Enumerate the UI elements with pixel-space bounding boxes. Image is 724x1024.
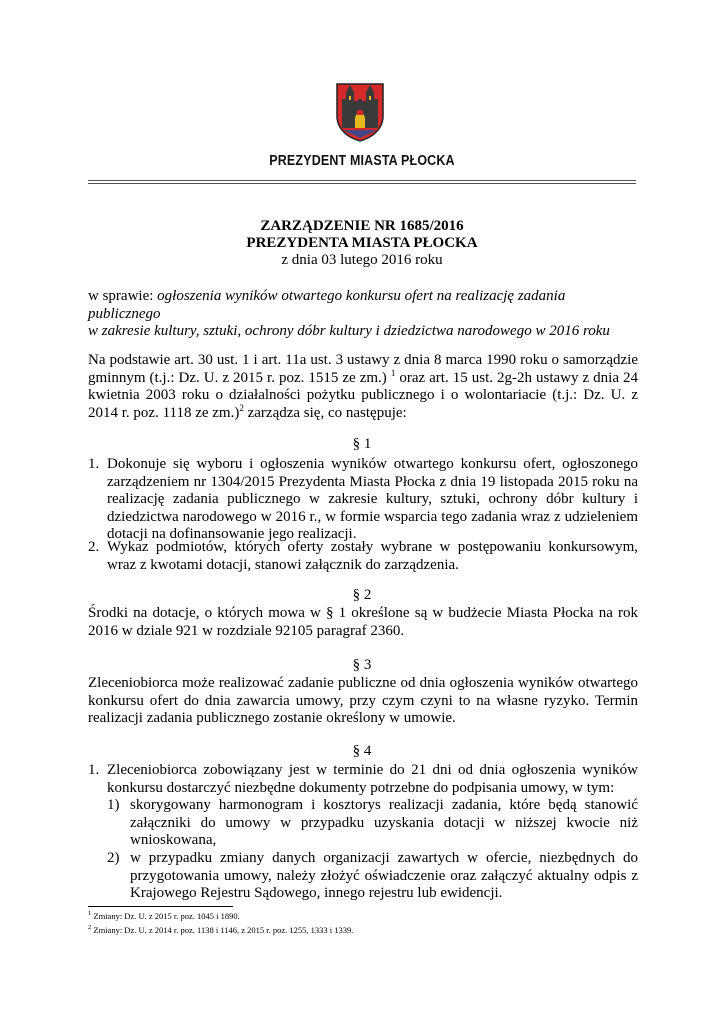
footnote-2-number: 2 xyxy=(88,924,92,932)
subject-line-2: w zakresie kultury, sztuki, ochrony dóbr kultury i dziedzictwa narodowego w 2016 roku xyxy=(88,323,610,339)
header-divider xyxy=(88,180,636,181)
document-number: ZARZĄDZENIE NR 1685/2016 xyxy=(260,218,464,234)
footnote-1-number: 1 xyxy=(88,910,92,918)
city-coat-of-arms-icon xyxy=(335,82,385,142)
section-1-item-1-number: 1. xyxy=(88,456,100,472)
footnote-1-text: Zmiany: Dz. U. z 2015 r. poz. 1045 i 1890. xyxy=(91,911,240,921)
footnote-divider xyxy=(88,906,233,907)
subject xyxy=(88,288,638,341)
document-issuer: PREZYDENTA MIASTA PŁOCKA xyxy=(246,235,478,251)
section-4-sub-1-number: 1) xyxy=(107,797,120,813)
footnote-ref-1: 1 xyxy=(390,367,396,378)
preamble xyxy=(88,352,638,422)
section-4-sub-2: w przypadku zmiany danych organizacji zawartych w ofercie, niezbędnych do przygotowania umowy, należy złożyć oświadczenie oraz załączyć aktualny odpis z Krajowego Rejestru Sądowego, innego rejestru lub ewidencji. xyxy=(130,850,638,901)
footnote-1 xyxy=(88,910,638,922)
footnote-ref-2: 2 xyxy=(239,402,244,413)
footnote-2-text: Zmiany: Dz. U. z 2014 r. poz. 1138 i 1146, z 2015 r. poz. 1255, 1333 i 1339. xyxy=(91,925,354,935)
preamble-part-1: Na podstawie art. 30 ust. 1 i art. 11a ust. 3 ustawy z dnia 8 marca 1990 roku o samorządzie gminnym (t.j.: Dz. U. z 2015 r. poz. 1515 ze zm.) xyxy=(88,352,638,386)
section-2-text: Środki na dotacje, o których mowa w § 1 określone są w budżecie Miasta Płocka na rok 2016 w dziale 921 w rozdziale 92105 paragraf 2360. xyxy=(88,605,638,639)
section-4-sub-2-number: 2) xyxy=(107,850,120,866)
preamble-part-2: oraz art. 15 ust. 2g-2h ustawy z dnia 24 kwietnia 2003 roku o działalności pożytku publicznego i o wolontariacie (t.j.: Dz. U. z 2014 r. poz. 1118 ze zm.) xyxy=(88,369,639,421)
subject-prefix: w sprawie: xyxy=(88,288,154,304)
section-2-heading: § 2 xyxy=(352,587,372,603)
section-1-item-2-number: 2. xyxy=(88,539,100,555)
section-4-heading: § 4 xyxy=(352,743,372,759)
section-3-text: Zleceniobiorca może realizować zadanie publiczne od dnia ogłoszenia wyników otwartego konkursu ofert do dnia zawarcia umowy, przy czym czyni to na własne ryzyko. Termin realizacji zadania publicznego zostanie określony w umowie. xyxy=(88,675,638,726)
section-1-heading: § 1 xyxy=(352,436,372,452)
org-name: PREZYDENT MIASTA PŁOCKA xyxy=(269,153,455,169)
section-1-item-2: Wykaz podmiotów, których oferty zostały wybrane w postępowaniu konkursowym, wraz z kwotami dotacji, stanowi załącznik do zarządzenia. xyxy=(107,539,638,573)
section-3-heading: § 3 xyxy=(352,657,372,673)
preamble-part-3: zarządza się, co następuje: xyxy=(243,404,407,421)
section-1-item-1: Dokonuje się wyboru i ogłoszenia wyników otwartego konkursu ofert, ogłoszonego zarządzeniem nr 1304/2015 Prezydenta Miasta Płocka z dnia 19 listopada 2015 roku na realizację zadania publicznego w zakresie kultury, sztuki, ochrony dóbr kultury i dziedzictwa narodowego w 2016 r., w formie wsparcia tego zadania wraz z udzieleniem dotacji na dofinansowanie jego realizacji. xyxy=(107,456,638,542)
footnote-2 xyxy=(88,924,638,936)
section-4-sub-1: skorygowany harmonogram i kosztorys realizacji zadania, które będą stanowić załączniki do umowy w przypadku uzyskania dotacji w niższej kwocie niż wnioskowana, xyxy=(130,797,638,848)
section-4-item-1-number: 1. xyxy=(88,762,100,778)
header-divider-second xyxy=(88,183,636,184)
subject-line-1: ogłoszenia wyników otwartego konkursu ofert na realizację zadania publicznego xyxy=(88,288,566,322)
document-date: z dnia 03 lutego 2016 roku xyxy=(281,252,443,268)
section-4-item-1: Zleceniobiorca zobowiązany jest w terminie do 21 dni od dnia ogłoszenia wyników konkursu dostarczyć niezbędne dokumenty potrzebne do podpisania umowy, w tym: xyxy=(107,762,638,796)
